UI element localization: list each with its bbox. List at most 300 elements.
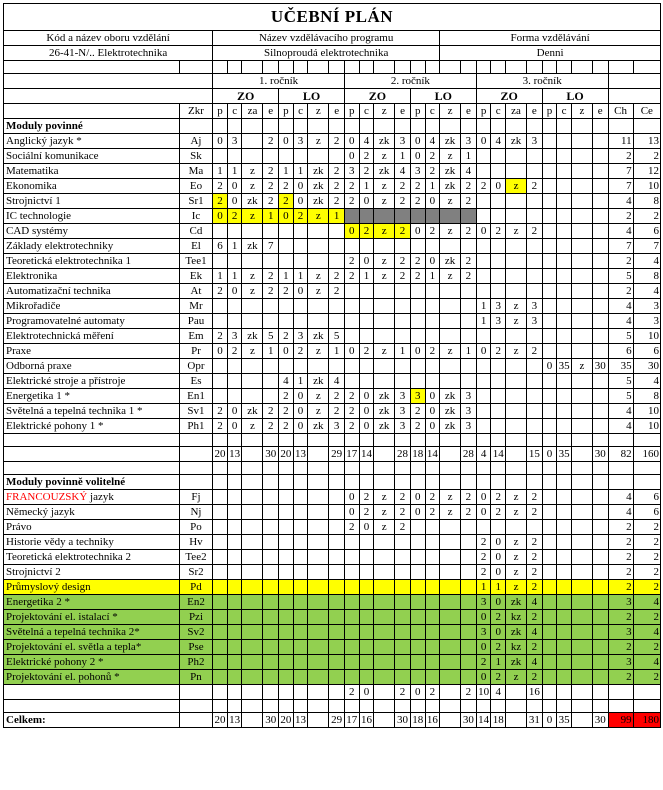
period-cell: z (242, 209, 263, 224)
period-cell: 0 (425, 389, 440, 404)
period-cell (461, 299, 477, 314)
period-cell: 1 (491, 655, 506, 670)
period-cell (542, 254, 557, 269)
subcol-header: c (491, 104, 506, 119)
module-row (4, 595, 661, 610)
period-cell: z (308, 284, 329, 299)
empty-cell (359, 434, 374, 447)
empty-cell (4, 447, 180, 462)
period-cell (395, 535, 411, 550)
period-cell (542, 179, 557, 194)
period-cell (227, 149, 242, 164)
period-cell (329, 535, 345, 550)
empty-cell (4, 89, 213, 104)
period-cell (410, 314, 425, 329)
empty-cell (279, 700, 294, 713)
period-cell: 3 (476, 595, 491, 610)
module-row (4, 164, 661, 179)
section-title: Moduly povinné (4, 119, 180, 134)
period-cell (557, 269, 572, 284)
credits-total: 10 (633, 179, 660, 194)
empty-cell (344, 61, 359, 74)
period-cell (279, 610, 294, 625)
empty-cell (179, 685, 212, 700)
period-cell (526, 419, 542, 434)
period-cell (592, 254, 608, 269)
period-cell: 2 (526, 580, 542, 595)
empty-cell (425, 61, 440, 74)
total-cell: 16 (426, 714, 438, 726)
period-cell: 2 (491, 505, 506, 520)
period-cell (491, 329, 506, 344)
period-cell (395, 640, 411, 655)
empty-cell (526, 700, 542, 713)
empty-cell (592, 434, 608, 447)
period-cell (344, 670, 359, 685)
title-row (4, 4, 661, 31)
period-cell: zk (308, 164, 329, 179)
empty-cell (608, 61, 633, 74)
module-code: Ma (179, 164, 212, 179)
module-name: Strojnictví 1 (4, 194, 180, 209)
period-cell: 2 (344, 254, 359, 269)
spacer-row (4, 434, 661, 447)
period-cell (263, 595, 279, 610)
period-cell (213, 670, 228, 685)
period-cell: 2 (329, 284, 345, 299)
module-row (4, 389, 661, 404)
period-cell (506, 269, 527, 284)
period-cell: 30 (592, 359, 608, 374)
module-row (4, 209, 661, 224)
period-cell (526, 269, 542, 284)
subtotal-cell: 20 (214, 448, 226, 460)
period-cell (329, 359, 345, 374)
subtotal-cell (242, 447, 263, 462)
period-cell: 2 (279, 404, 294, 419)
period-cell: z (506, 224, 527, 239)
period-cell (542, 610, 557, 625)
header-field-program: Název vzdělávacího programu (213, 31, 440, 46)
period-cell (571, 149, 592, 164)
period-cell: z (506, 550, 527, 565)
period-cell: 2 (329, 269, 345, 284)
empty-cell (592, 61, 608, 74)
period-cell: 2 (491, 224, 506, 239)
period-cell (491, 359, 506, 374)
period-cell (571, 194, 592, 209)
period-cell (542, 550, 557, 565)
period-cell (571, 134, 592, 149)
empty-cell (476, 700, 491, 713)
credits-total: 2 (633, 610, 660, 625)
period-cell: 2 (425, 149, 440, 164)
subcol-row (4, 104, 661, 119)
period-cell: 3 (293, 134, 308, 149)
subtotal-cell (592, 685, 608, 700)
period-cell (491, 520, 506, 535)
subtotal-cell (242, 685, 263, 700)
empty-cell (242, 462, 263, 475)
period-cell (592, 565, 608, 580)
period-cell: 0 (425, 419, 440, 434)
page-title: UČEBNÍ PLÁN (4, 4, 661, 31)
subtotal-cell (308, 447, 329, 462)
subcol-header: za (506, 104, 527, 119)
period-cell: 0 (542, 359, 557, 374)
period-cell: 0 (410, 505, 425, 520)
empty-cell (359, 61, 374, 74)
empty-cell (461, 700, 477, 713)
period-cell: zk (374, 134, 395, 149)
period-cell: z (242, 164, 263, 179)
period-cell: 2 (263, 164, 279, 179)
year-header: 2. ročník (344, 74, 476, 89)
period-cell: 0 (491, 535, 506, 550)
module-row (4, 404, 661, 419)
empty-cell (4, 700, 180, 713)
period-cell: 1 (329, 209, 345, 224)
period-cell (440, 239, 461, 254)
period-cell (359, 550, 374, 565)
period-cell: 3 (491, 314, 506, 329)
period-cell: 0 (491, 595, 506, 610)
subcol-header: z (440, 104, 461, 119)
empty-cell (542, 61, 557, 74)
period-cell: 4 (461, 164, 477, 179)
period-cell (557, 595, 572, 610)
empty-cell (491, 434, 506, 447)
period-cell (506, 329, 527, 344)
period-cell: 1 (227, 164, 242, 179)
period-cell: 2 (491, 610, 506, 625)
credits-total: 4 (633, 655, 660, 670)
header-field-code: Kód a název oboru vzdělání (4, 31, 213, 46)
period-cell (395, 670, 411, 685)
period-cell: 3 (395, 389, 411, 404)
period-cell: 4 (526, 595, 542, 610)
hours-total: 4 (608, 404, 633, 419)
period-cell (359, 329, 374, 344)
period-cell: 2 (491, 344, 506, 359)
period-cell (374, 640, 395, 655)
period-cell (279, 640, 294, 655)
period-cell (263, 565, 279, 580)
empty-cell (461, 475, 477, 490)
period-cell (557, 505, 572, 520)
credits-total: 2 (633, 149, 660, 164)
period-cell (263, 550, 279, 565)
period-cell: 2 (213, 284, 228, 299)
period-cell (344, 374, 359, 389)
empty-cell (359, 462, 374, 475)
module-code: El (179, 239, 212, 254)
period-cell (557, 239, 572, 254)
empty-cell (506, 700, 527, 713)
period-cell (476, 209, 491, 224)
empty-cell (293, 475, 308, 490)
period-cell (308, 314, 329, 329)
period-cell: 2 (526, 535, 542, 550)
period-cell (242, 520, 263, 535)
empty-cell (293, 61, 308, 74)
period-cell: zk (374, 164, 395, 179)
ce-header: Ce (633, 104, 660, 119)
period-cell: 2 (359, 149, 374, 164)
period-cell (571, 299, 592, 314)
empty-cell (491, 61, 506, 74)
period-cell (476, 389, 491, 404)
module-row (4, 269, 661, 284)
module-name: Ekonomika (4, 179, 180, 194)
header-value-program: Silnoproudá elektrotechnika (213, 46, 440, 61)
period-cell (592, 314, 608, 329)
period-cell (227, 389, 242, 404)
period-cell (410, 374, 425, 389)
period-cell (395, 550, 411, 565)
period-cell (213, 314, 228, 329)
period-cell (293, 314, 308, 329)
subtotal-cell (440, 447, 461, 462)
period-cell (374, 535, 395, 550)
period-cell (374, 595, 395, 610)
period-cell (374, 565, 395, 580)
period-cell (227, 670, 242, 685)
subtotal-cell: 14 (426, 448, 438, 460)
period-cell: 2 (279, 179, 294, 194)
period-cell (279, 254, 294, 269)
period-cell (279, 670, 294, 685)
period-cell: 0 (293, 389, 308, 404)
period-cell (542, 404, 557, 419)
total-cell: 18 (412, 714, 424, 726)
period-cell (227, 640, 242, 655)
period-cell (293, 535, 308, 550)
period-cell (592, 580, 608, 595)
module-name: Matematika (4, 164, 180, 179)
period-cell (308, 359, 329, 374)
empty-cell (592, 462, 608, 475)
term-header-zo: ZO (476, 89, 542, 104)
hours-total: 3 (608, 655, 633, 670)
period-cell (329, 505, 345, 520)
empty-cell (227, 462, 242, 475)
period-cell (542, 224, 557, 239)
period-cell (308, 224, 329, 239)
empty-cell (242, 434, 263, 447)
period-cell (571, 404, 592, 419)
module-name: Odborná praxe (4, 359, 180, 374)
period-cell: z (440, 490, 461, 505)
period-cell (293, 224, 308, 239)
period-cell (263, 490, 279, 505)
empty-cell (308, 700, 329, 713)
period-cell (293, 655, 308, 670)
term-header-lo: LO (542, 89, 608, 104)
period-cell (344, 329, 359, 344)
empty-cell (440, 475, 461, 490)
period-cell (374, 329, 395, 344)
period-cell (592, 535, 608, 550)
period-cell (329, 520, 345, 535)
total-cell (440, 713, 461, 728)
hours-total: 5 (608, 374, 633, 389)
empty-cell (461, 119, 477, 134)
empty-cell (440, 700, 461, 713)
period-cell: 2 (227, 344, 242, 359)
total-cell: 13 (229, 714, 241, 726)
period-cell (571, 490, 592, 505)
period-cell (571, 269, 592, 284)
credits-total: 6 (633, 490, 660, 505)
period-cell (410, 535, 425, 550)
subtotal-cell: 14 (492, 448, 504, 460)
module-name: Elektrické pohony 2 * (4, 655, 180, 670)
period-cell (571, 625, 592, 640)
subcol-header: e (526, 104, 542, 119)
period-cell (506, 359, 527, 374)
period-cell: zk (440, 419, 461, 434)
period-cell (279, 625, 294, 640)
credits-total: 6 (633, 344, 660, 359)
module-name: Anglický jazyk * (4, 134, 180, 149)
period-cell (213, 610, 228, 625)
period-cell: 0 (425, 254, 440, 269)
period-cell (592, 670, 608, 685)
total-cell: 16 (360, 714, 372, 726)
period-cell (227, 314, 242, 329)
period-cell (279, 224, 294, 239)
subtotal-cell (571, 685, 592, 700)
empty-cell (263, 61, 279, 74)
period-cell: 2 (227, 209, 242, 224)
empty-cell (461, 462, 477, 475)
period-cell: 0 (410, 490, 425, 505)
period-cell (308, 595, 329, 610)
subcol-header: z (308, 104, 329, 119)
period-cell: 2 (344, 419, 359, 434)
period-cell (440, 610, 461, 625)
period-cell (227, 374, 242, 389)
period-cell (557, 490, 572, 505)
period-cell (263, 149, 279, 164)
period-cell (506, 419, 527, 434)
period-cell: zk (440, 164, 461, 179)
period-cell (395, 610, 411, 625)
module-name-highlight: FRANCOUZSKÝ (6, 491, 88, 503)
period-cell: 0 (227, 419, 242, 434)
period-cell (491, 404, 506, 419)
period-cell: zk (440, 134, 461, 149)
subtotal-cell (374, 447, 395, 462)
empty-cell (279, 475, 294, 490)
period-cell: 3 (526, 299, 542, 314)
period-cell: 3 (461, 404, 477, 419)
module-row (4, 179, 661, 194)
empty-cell (557, 434, 572, 447)
period-cell (506, 404, 527, 419)
period-cell (293, 149, 308, 164)
period-cell (410, 209, 425, 224)
subtotal-cell: 16 (526, 685, 542, 700)
period-cell (227, 610, 242, 625)
period-cell (506, 389, 527, 404)
period-cell (592, 655, 608, 670)
empty-cell (279, 119, 294, 134)
empty-cell (213, 119, 228, 134)
subtotal-cell: 29 (329, 447, 345, 462)
period-cell (279, 550, 294, 565)
period-cell: zk (440, 389, 461, 404)
module-name: Německý jazyk (4, 505, 180, 520)
empty-cell (213, 462, 228, 475)
period-cell (395, 329, 411, 344)
module-code: Mr (179, 299, 212, 314)
period-cell (440, 209, 461, 224)
period-cell (571, 389, 592, 404)
module-row (4, 314, 661, 329)
period-cell (308, 550, 329, 565)
header-value-code: 26-41-N/.. Elektrotechnika (4, 46, 213, 61)
period-cell (308, 610, 329, 625)
subtotal-cell (557, 685, 572, 700)
period-cell (308, 670, 329, 685)
period-cell: z (374, 490, 395, 505)
period-cell: 2 (526, 344, 542, 359)
total-cell: 30 (395, 713, 411, 728)
period-cell (592, 550, 608, 565)
credits-total: 30 (633, 359, 660, 374)
empty-cell (293, 434, 308, 447)
empty-cell (329, 119, 345, 134)
period-cell: 2 (410, 269, 425, 284)
period-cell (213, 640, 228, 655)
empty-cell (571, 434, 592, 447)
period-cell (213, 550, 228, 565)
period-cell (461, 209, 477, 224)
period-cell: 0 (293, 194, 308, 209)
module-name: Průmyslový design (4, 580, 180, 595)
empty-cell (242, 700, 263, 713)
empty-cell (329, 475, 345, 490)
empty-cell (410, 700, 425, 713)
period-cell: 0 (344, 224, 359, 239)
period-cell (395, 239, 411, 254)
period-cell (329, 610, 345, 625)
period-cell: z (506, 580, 527, 595)
period-cell (542, 239, 557, 254)
period-cell (344, 580, 359, 595)
period-cell (571, 164, 592, 179)
period-cell: zk (506, 595, 527, 610)
period-cell (461, 580, 477, 595)
credits-total: 10 (633, 419, 660, 434)
period-cell: 35 (558, 360, 570, 372)
period-cell (293, 595, 308, 610)
subtotal-credits: 160 (633, 447, 660, 462)
period-cell: 0 (410, 134, 425, 149)
period-cell (491, 374, 506, 389)
empty-cell (213, 475, 228, 490)
module-row (4, 194, 661, 209)
study-plan-sheet (3, 3, 661, 728)
empty-cell (395, 475, 411, 490)
period-cell (410, 520, 425, 535)
period-cell (263, 505, 279, 520)
period-cell: 0 (279, 209, 294, 224)
period-cell: zk (308, 194, 329, 209)
period-cell: 2 (526, 565, 542, 580)
